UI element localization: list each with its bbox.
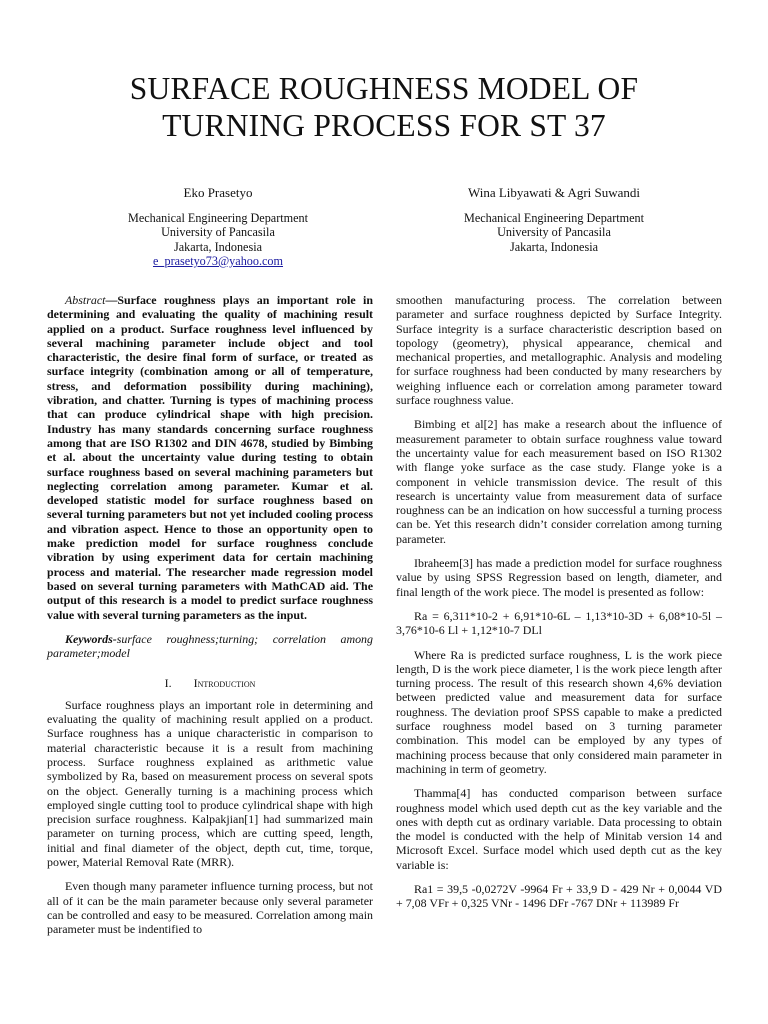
paragraph: Even though many parameter influence turning process, but not all of it can be the main parameter because only several parameter can be controlled and easy to be measured. Correlation among main parameter must be indentified to xyxy=(47,879,373,937)
paper-title xyxy=(0,70,768,144)
paragraph: smoothen manufacturing process. The correlation between parameter and surface roughness depicted by Surface Integrity. Surface integrity is a surface characteristic description based on topology (geometry), physical appearance, chemical and mechanical properties, and metallographic. Analysis and modeling for surface roughness had been conducted by many researchers by weighing influence each or correlation among parameter toward surface roughness value. xyxy=(396,293,722,408)
author-email-link[interactable]: e_prasetyo73@yahoo.com xyxy=(152,254,284,268)
paragraph: Ibraheem[3] has made a prediction model for surface roughness value by using SPSS Regression based on length, diameter, and final length of the work piece. The model is presented as follow: xyxy=(396,556,722,599)
abstract-label: Abstract xyxy=(65,293,106,307)
right-column xyxy=(396,293,722,921)
author-department: Mechanical Engineering Department xyxy=(127,210,309,225)
author-block-2 xyxy=(395,186,713,254)
equation: Ra = 6,311*10-2 + 6,91*10-6L – 1,13*10-3D + 6,08*10-5l – 3,76*10-6 Ll + 1,12*10-7 DLl xyxy=(396,608,722,638)
paragraph: Surface roughness plays an important role in determining and evaluating the quality of machining result applied on a product. Surface roughness has a unique characteristic in comparison to material characteristic because it is a result from machining process. Surface roughness explained as arithmetic value symbolized by Ra, based on measurement process on several spots on the object. Generally turning is a machining process which employed single cutting tool to produce cylindrical shape with high precision surface roughness. Kalpakjian[1] had summarized main parameter on turning process, which are cutting speed, length, initial and final diameter of the object, depth cut, time, torque, power, Material Removal Rate (MRR). xyxy=(47,697,373,869)
author-name: Wina Libyawati & Agri Suwandi xyxy=(467,185,641,200)
section-number: I. xyxy=(164,676,172,691)
paragraph: Thamma[4] has conducted comparison between surface roughness model which used depth cut as the key variable and the ones with depth cut as ordinary variable. Data processing to obtain the model is conducted with the help of Minitab version 14 and Microsoft Excel. Surface model which used depth cut as the key variable is: xyxy=(396,786,722,872)
section-heading xyxy=(47,676,373,690)
title-line-1: SURFACE ROUGHNESS MODEL OF xyxy=(129,71,639,106)
author-block-1 xyxy=(60,186,376,269)
keywords-text: surface roughness;turning; correlation among parameter;model xyxy=(47,631,373,661)
author-university: University of Pancasila xyxy=(161,225,275,239)
abstract xyxy=(47,293,373,622)
left-column xyxy=(47,293,373,946)
author-name: Eko Prasetyo xyxy=(183,185,253,200)
keywords-label: Keywords- xyxy=(65,631,117,646)
keywords xyxy=(47,632,373,661)
author-city: Jakarta, Indonesia xyxy=(510,239,598,254)
author-department: Mechanical Engineering Department xyxy=(463,210,645,225)
paragraph: Where Ra is predicted surface roughness, L is the work piece length, D is the work piece diameter, l is the work piece length after turning process. The result of this research shown 4,6% deviation between predicted value and measurement data for surface roughness. The deviation proof SPSS capable to make a predicted surface roughness model based on 3 turning parameter combination. This model can be employed by any types of machining process because that only considered main parameter in machining in term of geometry. xyxy=(396,647,722,776)
title-line-2: TURNING PROCESS FOR ST 37 xyxy=(162,108,606,143)
abstract-text: —Surface roughness plays an important role in determining and evaluating the quality of machining result applied on a product. Surface roughness level influenced by several machining parameter include object and tool characteristic, the desire final form of surface, or treated as surface integrity (combination among or all of temperature, stress, and deformation possibility during machining), vibration, and chatter. Turning is types of machining process that can produce cylindrical shape with high precision. Industry has many standards concerning surface roughness among that are ISO R1302 and DIN 4678, studied by Bimbing et al. about the uncertainty value during testing to obtain surface roughness based on several machining parameters but neglecting correlation among parameter. Kumar et al. developed statistic model for surface roughness based on several turning parameters but not yet included cooling process and vibration aspect. Hence to those an opportunity open to make prediction model for surface roughness conclude vibration by using experiment data for certain machining process and material. The researcher made regression model based on several turning parameters with MathCAD aid. The output of this research is a model to predict surface roughness value with several turning parameters as the input. xyxy=(47,293,373,622)
author-university: University of Pancasila xyxy=(497,225,611,239)
paragraph: Bimbing et al[2] has make a research about the influence of measurement parameter to obtain surface roughness value toward the uncertainty value for each measurement based on ISO R1302 with flange yoke surface as the case study. Flange yoke is a component in vehicle transmission device. The result of this research is uncertainty value from measurement data of surface roughness can be an indication on how successful a turning process can be. Yet this research didn’t consider correlation among turning parameter. xyxy=(396,417,722,546)
equation: Ra1 = 39,5 -0,0272V -9964 Fr + 33,9 D - 429 Nr + 0,0044 VD + 7,08 VFr + 0,325 VNr - 1496 DFr -767 DNr + 113989 Fr xyxy=(396,881,722,911)
section-title: Introduction xyxy=(193,676,256,691)
author-city: Jakarta, Indonesia xyxy=(174,239,262,254)
